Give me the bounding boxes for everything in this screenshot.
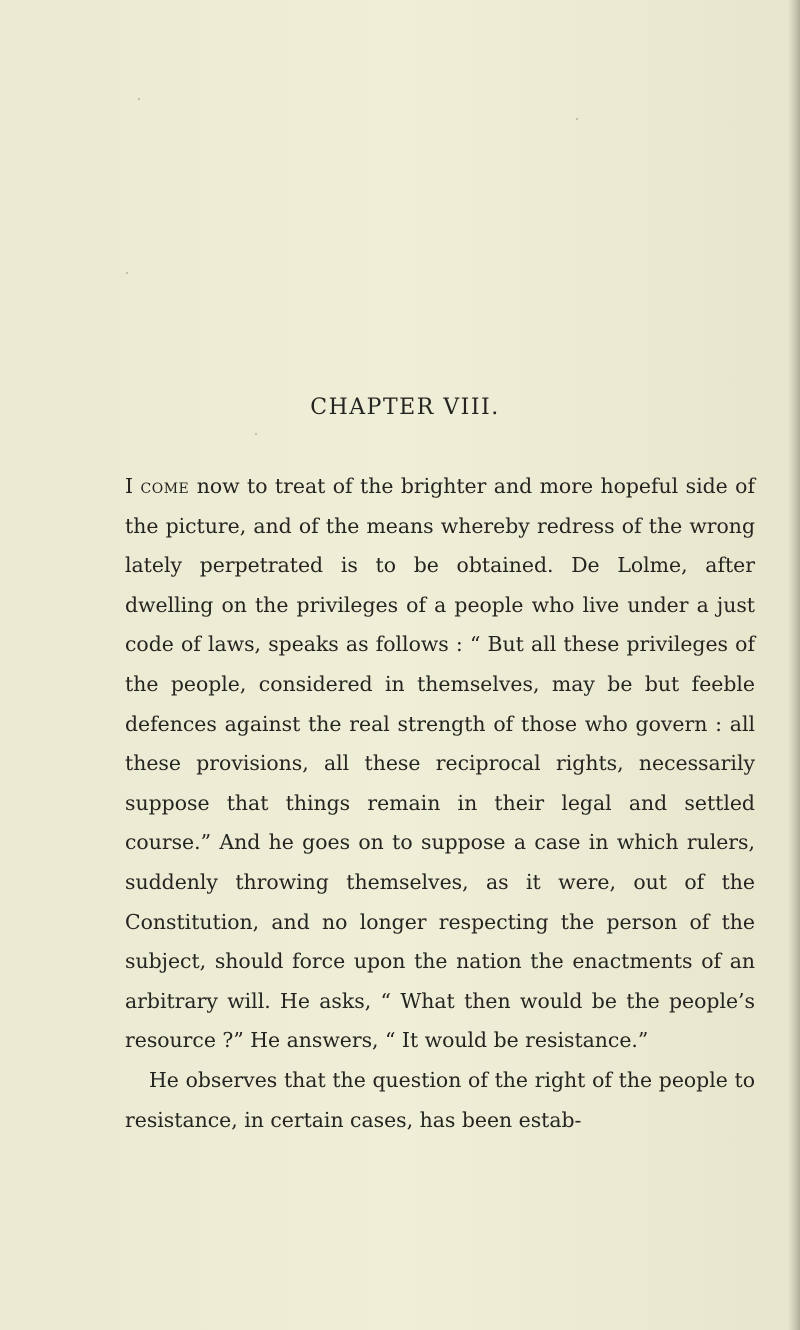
paragraph-1: [125, 467, 755, 1061]
paragraph-2-text: He observes that the question of the right of the people to resistance, in certain cases, has been estab-: [125, 1067, 755, 1132]
chapter-heading: CHAPTER VIII.: [310, 395, 500, 420]
paper-speck: [126, 272, 128, 274]
paragraph-1-initial: I: [125, 474, 134, 498]
paragraph-1-text: now to treat of the brighter and more hopeful side of the picture, and of the means whereby redress of the wrong lately perpetrated is to be obtained. De Lolme, after dwelling on the privileges of a people who live under a just code of laws, speaks as follows : “ But all these privileges of the people, considered in themselves, may be but feeble defences against the real strength of those who govern : all these provisions, all these reciprocal rights, necessarily suppose that things remain in their legal and settled course.” And he goes on to suppose a case in which rulers, suddenly throwing themselves, as it were, out of the Constitution, and no longer respecting the person of the subject, should force upon the nation the enactments of an arbitrary will. He asks, “ What then would be the people’s resource ?” He answers, “ It would be resistance.”: [125, 474, 755, 1053]
paper-speck: [576, 118, 578, 120]
page-edge-shadow: [788, 0, 800, 1330]
paragraph-2: [125, 1061, 755, 1140]
paper-speck: [255, 433, 257, 435]
chapter-body: [125, 467, 755, 1140]
paper-speck: [138, 98, 140, 100]
paragraph-1-lead-word: come: [140, 474, 190, 498]
